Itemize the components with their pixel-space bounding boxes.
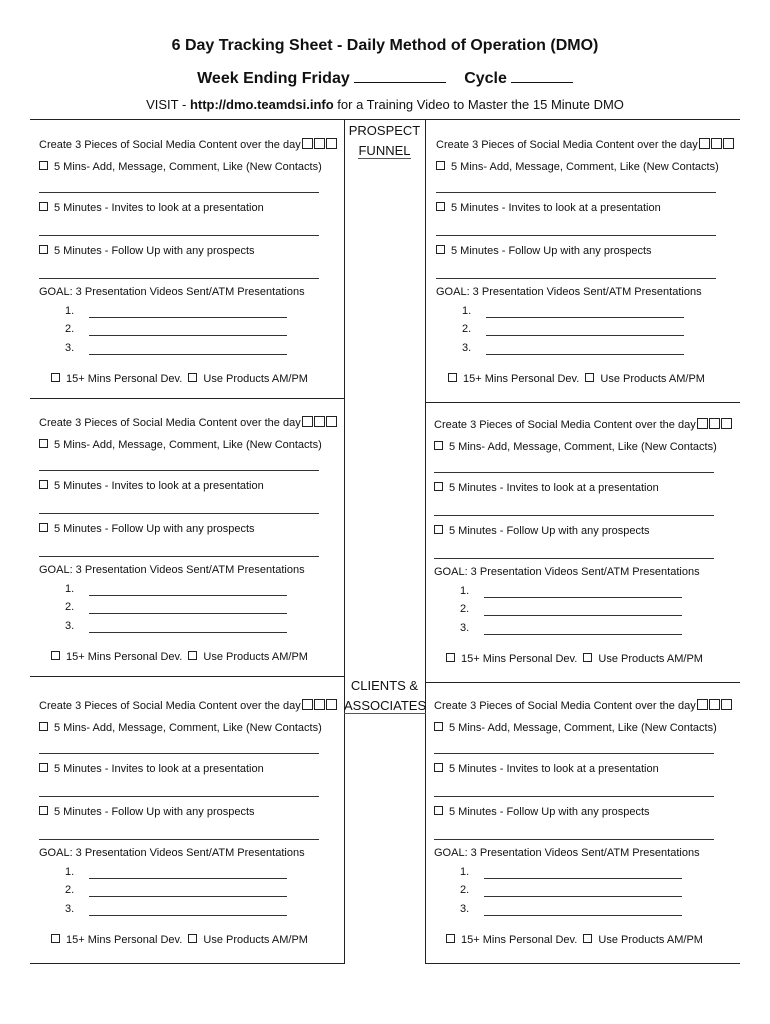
add-checkbox[interactable] (39, 161, 48, 170)
goal-line[interactable] (89, 896, 287, 897)
invites-checkbox[interactable] (434, 763, 443, 772)
left-divider (344, 119, 345, 964)
follow-up-checkbox[interactable] (39, 806, 48, 815)
add-checkbox[interactable] (434, 722, 443, 731)
goal-line[interactable] (484, 915, 682, 916)
clients-associates-label (344, 676, 425, 716)
notes-line[interactable] (436, 192, 716, 193)
goal-number: 2. (462, 323, 472, 335)
task-invites-text: 5 Minutes - Invites to look at a presentation (54, 480, 264, 492)
social-checkbox-2[interactable] (314, 138, 325, 149)
day-block-6 (434, 699, 739, 969)
follow-up-checkbox[interactable] (39, 523, 48, 532)
social-checkbox-1[interactable] (302, 416, 313, 427)
task-follow-up-text: 5 Minutes - Follow Up with any prospects (54, 806, 255, 818)
goal-line[interactable] (484, 597, 682, 598)
visit-prefix: VISIT - (146, 97, 187, 112)
task-add-text: 5 Mins- Add, Message, Comment, Like (New Contacts) (54, 161, 322, 173)
task-add-text: 5 Mins- Add, Message, Comment, Like (New Contacts) (451, 161, 719, 173)
goal-number: 2. (460, 884, 470, 896)
goal-text: GOAL: 3 Presentation Videos Sent/ATM Presentations (434, 566, 700, 578)
personal-dev-text: 15+ Mins Personal Dev. (463, 373, 580, 385)
goal-line[interactable] (484, 878, 682, 879)
goal-number: 3. (460, 903, 470, 915)
task-invites-text: 5 Minutes - Invites to look at a presentation (451, 202, 661, 214)
goal-number: 2. (460, 603, 470, 615)
goal-text: GOAL: 3 Presentation Videos Sent/ATM Presentations (436, 286, 702, 298)
prospect-funnel-label (344, 121, 425, 161)
goal-number: 1. (460, 866, 470, 878)
social-checkbox-3[interactable] (721, 418, 732, 429)
goal-number: 3. (65, 903, 75, 915)
task-follow-up-text: 5 Minutes - Follow Up with any prospects (54, 245, 255, 257)
day-block-3 (39, 416, 344, 686)
use-products-checkbox[interactable] (188, 373, 197, 382)
personal-dev-checkbox[interactable] (446, 934, 455, 943)
personal-dev-text: 15+ Mins Personal Dev. (66, 373, 183, 385)
notes-line[interactable] (434, 796, 714, 797)
invites-checkbox[interactable] (39, 480, 48, 489)
use-products-checkbox[interactable] (585, 373, 594, 382)
goal-line[interactable] (486, 317, 684, 318)
goal-number: 1. (462, 305, 472, 317)
task-invites-text: 5 Minutes - Invites to look at a presentation (54, 202, 264, 214)
goal-text: GOAL: 3 Presentation Videos Sent/ATM Presentations (39, 847, 305, 859)
goal-text: GOAL: 3 Presentation Videos Sent/ATM Presentations (39, 564, 305, 576)
social-checkbox-1[interactable] (697, 699, 708, 710)
task-follow-up-text: 5 Minutes - Follow Up with any prospects (54, 523, 255, 535)
personal-dev-checkbox[interactable] (446, 653, 455, 662)
task-add-text: 5 Mins- Add, Message, Comment, Like (New Contacts) (54, 439, 322, 451)
task-invites-text: 5 Minutes - Invites to look at a presentation (54, 763, 264, 775)
goal-line[interactable] (89, 915, 287, 916)
goal-number: 1. (65, 305, 75, 317)
add-checkbox[interactable] (434, 441, 443, 450)
goal-line[interactable] (484, 615, 682, 616)
social-checkbox-3[interactable] (723, 138, 734, 149)
use-products-text: Use Products AM/PM (600, 373, 705, 385)
goal-line[interactable] (89, 317, 287, 318)
goal-line[interactable] (484, 896, 682, 897)
cycle-blank[interactable] (511, 67, 573, 83)
goal-number: 3. (460, 622, 470, 634)
day-block-5 (39, 699, 344, 969)
goal-number: 2. (65, 601, 75, 613)
invites-checkbox[interactable] (434, 482, 443, 491)
visit-line (0, 97, 770, 112)
follow-up-checkbox[interactable] (39, 245, 48, 254)
notes-line[interactable] (39, 278, 319, 279)
goal-number: 1. (65, 583, 75, 595)
notes-line[interactable] (436, 235, 716, 236)
social-checkbox-3[interactable] (326, 699, 337, 710)
use-products-text: Use Products AM/PM (203, 651, 308, 663)
goal-line[interactable] (486, 354, 684, 355)
visit-url-link[interactable]: http://dmo.teamdsi.info (189, 97, 334, 112)
personal-dev-checkbox[interactable] (51, 934, 60, 943)
goal-line[interactable] (89, 595, 287, 596)
social-checkbox-2[interactable] (711, 138, 722, 149)
use-products-checkbox[interactable] (583, 934, 592, 943)
notes-line[interactable] (434, 558, 714, 559)
goal-number: 2. (65, 884, 75, 896)
task-follow-up-text: 5 Minutes - Follow Up with any prospects (449, 806, 650, 818)
notes-line[interactable] (434, 472, 714, 473)
use-products-text: Use Products AM/PM (203, 934, 308, 946)
notes-line[interactable] (39, 556, 319, 557)
prospect-label-line2: FUNNEL (358, 143, 411, 158)
notes-line[interactable] (39, 192, 319, 193)
task-invites-text: 5 Minutes - Invites to look at a presentation (449, 763, 659, 775)
personal-dev-checkbox[interactable] (448, 373, 457, 382)
notes-line[interactable] (436, 278, 716, 279)
personal-dev-text: 15+ Mins Personal Dev. (66, 651, 183, 663)
notes-line[interactable] (434, 839, 714, 840)
task-add-text: 5 Mins- Add, Message, Comment, Like (New Contacts) (449, 441, 717, 453)
personal-dev-checkbox[interactable] (51, 373, 60, 382)
follow-up-checkbox[interactable] (436, 245, 445, 254)
notes-line[interactable] (39, 753, 319, 754)
week-ending-label: Week Ending Friday (197, 70, 350, 87)
use-products-checkbox[interactable] (583, 653, 592, 662)
invites-checkbox[interactable] (39, 202, 48, 211)
notes-line[interactable] (39, 235, 319, 236)
notes-line[interactable] (39, 839, 319, 840)
notes-line[interactable] (39, 470, 319, 471)
use-products-checkbox[interactable] (188, 651, 197, 660)
goal-number: 1. (460, 585, 470, 597)
week-cycle-line (0, 67, 770, 88)
personal-dev-checkbox[interactable] (51, 651, 60, 660)
use-products-text: Use Products AM/PM (203, 373, 308, 385)
social-checkbox-3[interactable] (721, 699, 732, 710)
task-follow-up-text: 5 Minutes - Follow Up with any prospects (449, 525, 650, 537)
add-checkbox[interactable] (436, 161, 445, 170)
day-block-1 (39, 138, 344, 408)
goal-line[interactable] (484, 634, 682, 635)
clients-label-line2: ASSOCIATES (344, 698, 427, 713)
goal-number: 3. (65, 620, 75, 632)
follow-up-checkbox[interactable] (434, 806, 443, 815)
social-checkbox-1[interactable] (699, 138, 710, 149)
social-checkbox-2[interactable] (314, 699, 325, 710)
goal-line[interactable] (486, 335, 684, 336)
social-checkbox-2[interactable] (709, 699, 720, 710)
task-follow-up-text: 5 Minutes - Follow Up with any prospects (451, 245, 652, 257)
add-checkbox[interactable] (39, 722, 48, 731)
goal-text: GOAL: 3 Presentation Videos Sent/ATM Presentations (434, 847, 700, 859)
personal-dev-text: 15+ Mins Personal Dev. (66, 934, 183, 946)
social-media-text: Create 3 Pieces of Social Media Content over the day (39, 700, 301, 712)
personal-dev-text: 15+ Mins Personal Dev. (461, 653, 578, 665)
social-checkbox-3[interactable] (326, 416, 337, 427)
day-block-2 (436, 138, 741, 408)
follow-up-checkbox[interactable] (434, 525, 443, 534)
use-products-checkbox[interactable] (188, 934, 197, 943)
use-products-text: Use Products AM/PM (598, 653, 703, 665)
goal-line[interactable] (89, 354, 287, 355)
task-add-text: 5 Mins- Add, Message, Comment, Like (New Contacts) (54, 722, 322, 734)
goal-line[interactable] (89, 632, 287, 633)
prospect-label-line1: PROSPECT (348, 123, 421, 138)
week-ending-blank[interactable] (354, 67, 446, 83)
invites-checkbox[interactable] (436, 202, 445, 211)
social-checkbox-2[interactable] (314, 416, 325, 427)
notes-line[interactable] (39, 796, 319, 797)
social-checkbox-1[interactable] (302, 699, 313, 710)
task-add-text: 5 Mins- Add, Message, Comment, Like (New Contacts) (449, 722, 717, 734)
social-media-text: Create 3 Pieces of Social Media Content over the day (436, 139, 698, 151)
social-media-text: Create 3 Pieces of Social Media Content over the day (39, 417, 301, 429)
right-divider (425, 119, 426, 964)
visit-suffix: for a Training Video to Master the 15 Minute DMO (337, 97, 624, 112)
cycle-label: Cycle (464, 70, 507, 87)
social-checkbox-2[interactable] (709, 418, 720, 429)
goal-text: GOAL: 3 Presentation Videos Sent/ATM Presentations (39, 286, 305, 298)
social-checkbox-3[interactable] (326, 138, 337, 149)
social-checkbox-1[interactable] (697, 418, 708, 429)
task-invites-text: 5 Minutes - Invites to look at a presentation (449, 482, 659, 494)
goal-number: 1. (65, 866, 75, 878)
social-checkbox-1[interactable] (302, 138, 313, 149)
social-media-text: Create 3 Pieces of Social Media Content over the day (39, 139, 301, 151)
goal-line[interactable] (89, 335, 287, 336)
social-media-text: Create 3 Pieces of Social Media Content over the day (434, 419, 696, 431)
goal-line[interactable] (89, 878, 287, 879)
day-block-4 (434, 418, 739, 688)
top-rule (30, 119, 740, 120)
social-media-text: Create 3 Pieces of Social Media Content over the day (434, 700, 696, 712)
notes-line[interactable] (434, 753, 714, 754)
page-title: 6 Day Tracking Sheet - Daily Method of Operation (DMO) (171, 37, 599, 54)
use-products-text: Use Products AM/PM (598, 934, 703, 946)
goal-number: 3. (65, 342, 75, 354)
clients-label-line1: CLIENTS & (350, 678, 419, 693)
invites-checkbox[interactable] (39, 763, 48, 772)
notes-line[interactable] (434, 515, 714, 516)
goal-number: 2. (65, 323, 75, 335)
personal-dev-text: 15+ Mins Personal Dev. (461, 934, 578, 946)
goal-line[interactable] (89, 613, 287, 614)
notes-line[interactable] (39, 513, 319, 514)
add-checkbox[interactable] (39, 439, 48, 448)
goal-number: 3. (462, 342, 472, 354)
